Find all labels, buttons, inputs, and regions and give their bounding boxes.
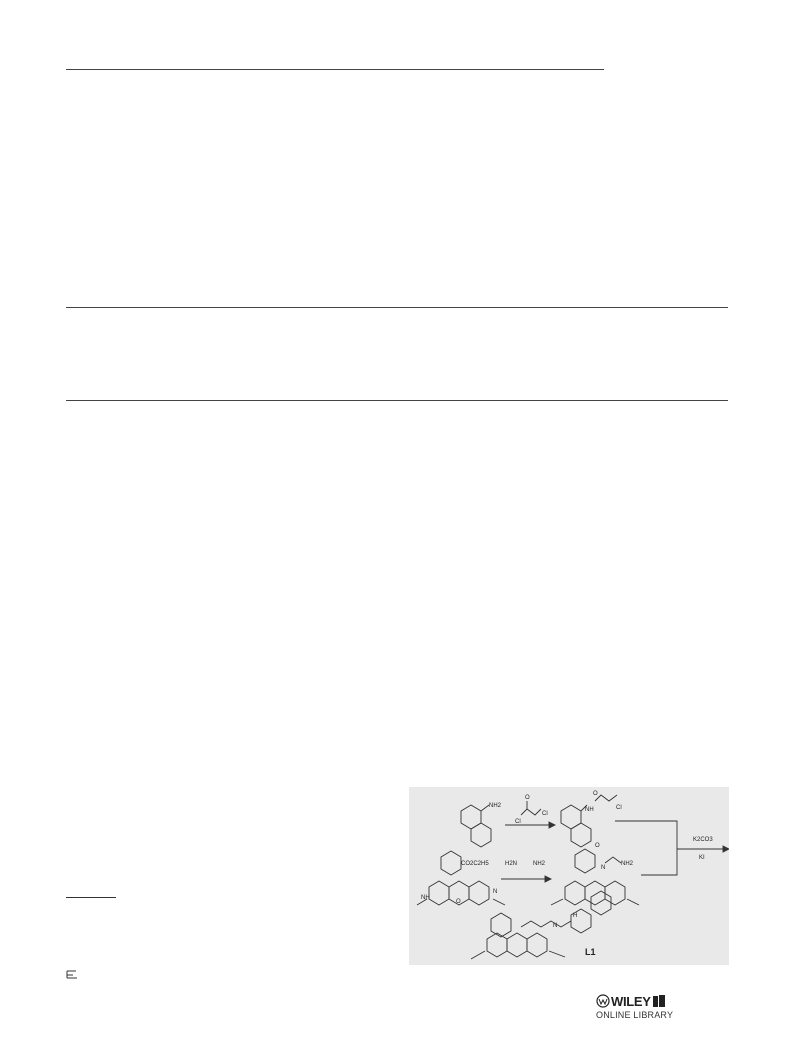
diamine-left-label: H2N [505, 861, 518, 867]
l1-label: L1 [585, 947, 596, 957]
book-icon [652, 994, 666, 1008]
final-n-label: N [553, 923, 558, 929]
k2co3-label: K2CO3 [693, 837, 713, 843]
chloroacetyl-o-label: O [525, 795, 530, 801]
chloroacetamide-quinoline-structure [561, 795, 617, 847]
rhodamine-n-label: N [493, 889, 498, 895]
amide-nh-label: NH [585, 807, 594, 813]
rhodamine-ester-structure [417, 851, 505, 905]
top-rule [66, 69, 604, 70]
chloroacetyl-cl2-label: Cl [542, 811, 548, 817]
final-h-label: H [573, 913, 578, 919]
spiro-o-label: O [595, 843, 600, 849]
footnote-rule [66, 897, 116, 898]
logo-library-text: ONLINE LIBRARY [596, 1010, 674, 1020]
section-rule [66, 400, 728, 401]
scheme-drawing [409, 787, 729, 965]
ki-label: KI [699, 855, 705, 861]
amide-o-label: O [593, 791, 598, 797]
synthesis-scheme [409, 787, 729, 965]
spiro-nh2-label: NH2 [621, 861, 634, 867]
chloroacetyl-cl-label: Cl [515, 819, 521, 825]
diamine-right-label: NH2 [533, 861, 546, 867]
spiro-n-label: N [601, 865, 606, 871]
amine-label: NH2 [489, 803, 502, 809]
section-rule [66, 307, 728, 308]
ester-label: CO2C2H5 [461, 861, 489, 867]
rhodamine-amine-structure [551, 849, 639, 905]
wiley-emblem-icon [596, 994, 610, 1008]
rhodamine-o-label: O [456, 899, 461, 905]
rhodamine-nh-label: NH [421, 895, 430, 901]
chloroacetyl-structure [521, 801, 541, 815]
aminoquinoline-structure [461, 805, 491, 847]
footnote-icon [66, 970, 78, 980]
logo-wiley-text: WILEY [611, 994, 651, 1009]
amide-cl-label: Cl [616, 805, 622, 811]
wiley-online-library-logo [596, 993, 676, 1025]
